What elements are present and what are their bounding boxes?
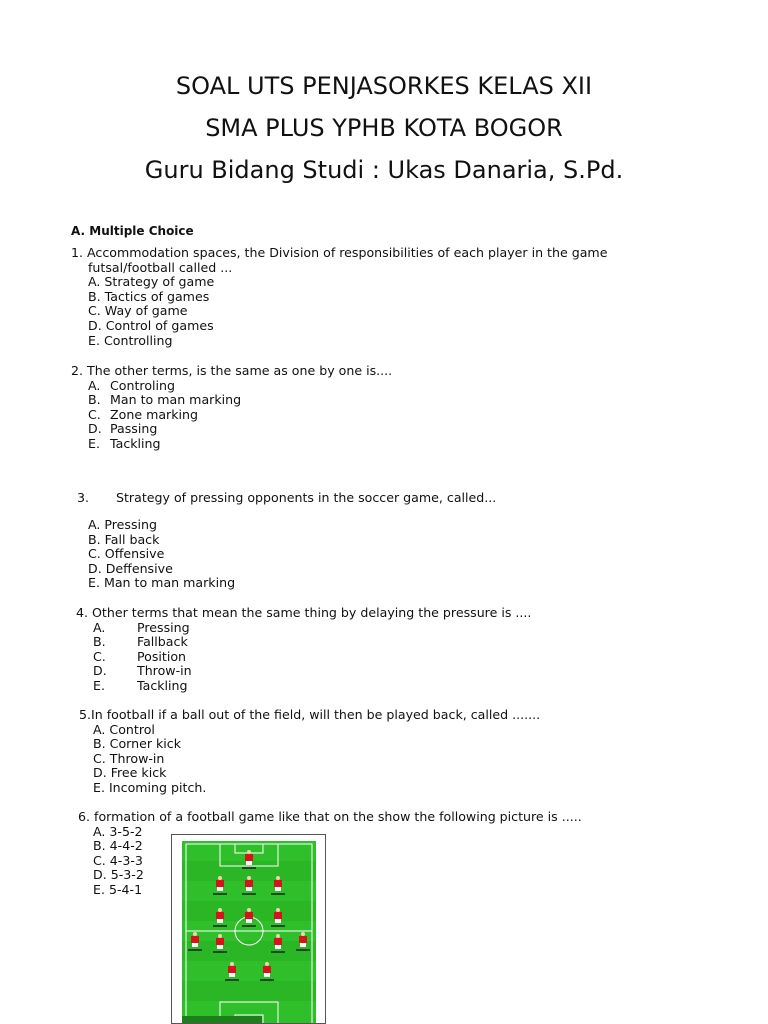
formation-figure (171, 834, 326, 1024)
option: B. Tactics of games (88, 288, 210, 304)
option-text: Pressing (137, 619, 190, 635)
option: D. 5-3-2 (93, 867, 144, 883)
option-letter: B. (93, 634, 106, 650)
option: B. Fall back (88, 531, 160, 547)
pitch-stripe (182, 981, 316, 1001)
option (76, 664, 531, 679)
option: E. Controlling (88, 332, 173, 348)
option (76, 679, 531, 694)
option: C. 4-3-3 (93, 852, 143, 868)
option (76, 650, 531, 665)
option: D. Control of games (88, 317, 214, 333)
option: C. Throw-in (93, 750, 165, 766)
option: A. Strategy of game (88, 274, 215, 290)
question-stem: 4. Other terms that mean the same thing by delaying the pressure is .... (76, 605, 532, 620)
option-letter: C. (93, 648, 106, 664)
option: B. 4-4-2 (93, 838, 143, 854)
option (71, 437, 392, 452)
option-letter: E. (93, 677, 105, 693)
option-letter: E. (88, 435, 100, 451)
option-text: Zone marking (110, 406, 198, 422)
option: E. 5-4-1 (93, 881, 143, 897)
option-text: Passing (110, 421, 158, 437)
option-text: Position (137, 648, 187, 664)
figure-caption-strip (182, 1016, 262, 1023)
option-text: Throw-in (137, 663, 192, 679)
section-title: A. Multiple Choice (71, 224, 194, 238)
option (71, 408, 392, 423)
option (76, 621, 531, 636)
option: E. Incoming pitch. (93, 779, 207, 795)
title-line-2: SMA PLUS YPHB KOTA BOGOR (205, 114, 563, 142)
question-6 (78, 810, 582, 898)
football-pitch-image (172, 835, 325, 1023)
option-letter: A. (88, 377, 101, 393)
option: A. Pressing (88, 517, 158, 532)
option: C. Offensive (88, 546, 165, 562)
option (76, 635, 531, 650)
question-stem (77, 491, 496, 506)
question-stem: 1. Accommodation spaces, the Division of responsibilities of each player in the game (71, 245, 608, 260)
option-text: Fallback (137, 634, 188, 650)
option-letter: B. (88, 392, 101, 408)
option: A. Control (93, 721, 155, 737)
option: A. 3-5-2 (93, 823, 143, 839)
question-3 (77, 491, 496, 506)
option-text: Tackling (110, 435, 161, 451)
question-stem: 5.In football if a ball out of the field, will then be played back, called ....... (79, 707, 541, 722)
option (71, 393, 392, 408)
option: D. Deffensive (88, 560, 173, 576)
option-text: Controling (110, 377, 175, 393)
question-number: 3. (77, 490, 90, 505)
question-stem-cont: futsal/football called ... (88, 259, 233, 275)
pitch-stripe (182, 941, 316, 961)
option (71, 379, 392, 394)
option-letter: C. (88, 406, 101, 422)
option-text: Man to man marking (110, 392, 242, 408)
question-3-options (88, 518, 235, 591)
question-stem: 2. The other terms, is the same as one by one is.... (71, 363, 393, 378)
option: D. Free kick (93, 765, 167, 781)
title-line-1: SOAL UTS PENJASORKES KELAS XII (175, 72, 593, 100)
option-letter: D. (93, 663, 107, 679)
option: C. Way of game (88, 303, 188, 319)
option-letter: D. (88, 421, 102, 437)
option: E. Man to man marking (88, 575, 236, 591)
question-4 (76, 606, 531, 694)
option-text: Tackling (137, 677, 188, 693)
teacher-line: Guru Bidang Studi : Ukas Danaria, S.Pd. (144, 156, 624, 184)
option: B. Corner kick (93, 736, 182, 752)
question-5 (79, 708, 540, 796)
question-2 (71, 364, 392, 452)
option-letter: A. (93, 619, 106, 635)
question-stem-text: Strategy of pressing opponents in the soccer game, called... (116, 490, 497, 505)
question-stem: 6. formation of a football game like that on the show the following picture is ..... (78, 809, 582, 824)
question-1 (71, 246, 607, 348)
option (71, 422, 392, 437)
